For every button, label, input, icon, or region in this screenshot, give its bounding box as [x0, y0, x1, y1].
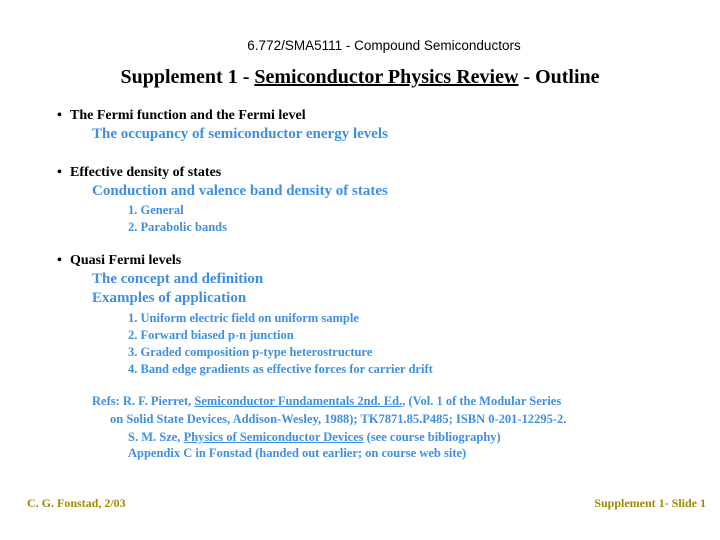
refs-line-3-suffix: (see course bibliography) [363, 430, 501, 444]
refs-line-3 [128, 430, 501, 445]
section2-heading [57, 165, 221, 181]
section1-heading-text: The Fermi function and the Fermi level [70, 108, 306, 123]
footer-author-date: C. G. Fonstad, 2/03 [27, 496, 126, 510]
section3-item-4: 4. Band edge gradients as effective forces for carrier drift [128, 362, 433, 376]
refs-line-2: on Solid State Devices, Addison-Wesley, 1988); TK7871.85.P485; ISBN 0-201-12295-2. [110, 412, 567, 426]
bullet-icon: • [57, 253, 62, 268]
section1-sub: The occupancy of semiconductor energy levels [92, 126, 388, 142]
title-underlined: Semiconductor Physics Review [254, 66, 519, 88]
section2-item-1: 1. General [128, 203, 184, 217]
bullet-icon: • [57, 108, 62, 123]
section3-item-3: 3. Graded composition p-type heterostructure [128, 345, 373, 359]
section3-heading-text: Quasi Fermi levels [70, 253, 182, 268]
bullet-icon: • [57, 165, 62, 180]
section3-heading [57, 253, 181, 269]
refs-line-1-prefix: Refs: R. F. Pierret, [92, 394, 195, 408]
refs-book-pierret: Semiconductor Fundamentals 2nd. Ed. [194, 394, 403, 408]
refs-line-3-prefix: S. M. Sze, [128, 430, 184, 444]
slide-title [0, 66, 720, 89]
section3-sub-2: Examples of application [92, 290, 247, 306]
section1-heading [57, 108, 306, 124]
title-prefix: Supplement 1 - [120, 66, 255, 88]
footer-slide-number: Supplement 1- Slide 1 [594, 496, 706, 510]
title-suffix: - Outline [518, 66, 600, 88]
refs-line-1-suffix: , (Vol. 1 of the Modular Series [402, 394, 562, 408]
section3-sub-1: The concept and definition [92, 271, 264, 287]
refs-line-4: Appendix C in Fonstad (handed out earlier; on course web site) [128, 446, 467, 460]
refs-line-1 [92, 394, 561, 409]
section2-heading-text: Effective density of states [70, 165, 222, 180]
section3-item-2: 2. Forward biased p-n junction [128, 328, 294, 342]
section2-sub: Conduction and valence band density of states [92, 183, 388, 199]
refs-book-sze: Physics of Semiconductor Devices [183, 430, 364, 444]
course-header: 6.772/SMA5111 - Compound Semiconductors [247, 38, 521, 53]
section3-item-1: 1. Uniform electric field on uniform sample [128, 311, 359, 325]
section2-item-2: 2. Parabolic bands [128, 220, 227, 234]
